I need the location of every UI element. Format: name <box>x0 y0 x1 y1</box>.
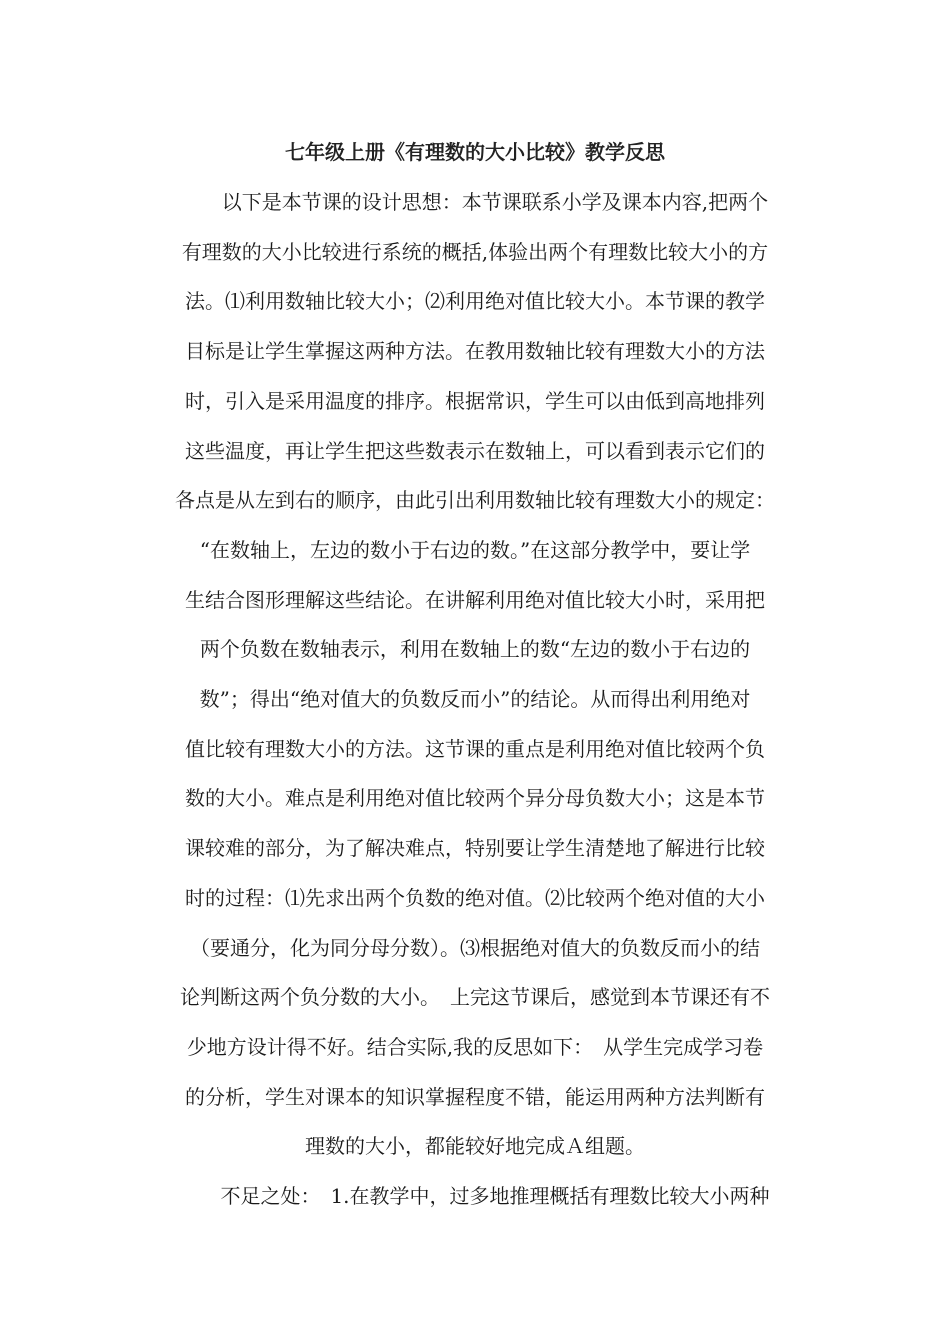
paragraph-line: 数的大小。难点是利用绝对值比较两个异分母负数大小；这是本节 <box>185 786 765 810</box>
paragraph-line: 论判断这两个负分数的大小。 上完这节课后，感觉到本节课还有不 <box>180 985 770 1009</box>
paragraph-line: 两个负数在数轴表示，利用在数轴上的数“左边的数小于右边的 <box>199 637 751 661</box>
paragraph-line: 有理数的大小比较进行系统的概括,体验出两个有理数比较大小的方 <box>181 240 769 264</box>
paragraph-line: 的分析，学生对课本的知识掌握程度不错，能运用两种方法判断有 <box>185 1085 765 1109</box>
paragraph-line: 值比较有理数大小的方法。这节课的重点是利用绝对值比较两个负 <box>185 737 765 761</box>
paragraph-line: 目标是让学生掌握这两种方法。在教用数轴比较有理数大小的方法 <box>185 339 765 363</box>
page-title: 七年级上册《有理数的大小比较》教学反思 <box>285 140 665 164</box>
paragraph-line: 课较难的部分，为了解决难点，特别要让学生清楚地了解进行比较 <box>185 836 765 860</box>
paragraph-line: 这些温度，再让学生把这些数表示在数轴上，可以看到表示它们的 <box>185 439 765 463</box>
paragraph-line: 法。⑴利用数轴比较大小；⑵利用绝对值比较大小。本节课的教学 <box>185 289 765 313</box>
paragraph-line: 理数的大小，都能较好地完成Ａ组题。 <box>305 1134 645 1158</box>
paragraph-line: 不足之处： 1.在教学中，过多地推理概括有理数比较大小两种 <box>180 1184 770 1208</box>
paragraph-line: 时，引入是采用温度的排序。根据常识，学生可以由低到高地排列 <box>185 389 765 413</box>
paragraph-line: “在数轴上，左边的数小于右边的数。”在这部分教学中，要让学 <box>199 538 751 562</box>
paragraph-line: 以下是本节课的设计思想：本节课联系小学及课本内容,把两个 <box>181 190 769 214</box>
paragraph-line: 少地方设计得不好。结合实际,我的反思如下： 从学生完成学习卷 <box>186 1035 764 1059</box>
paragraph-line: （要通分，化为同分母分数）。⑶根据绝对值大的负数反而小的结 <box>190 936 760 960</box>
paragraph-line: 时的过程：⑴先求出两个负数的绝对值。⑵比较两个绝对值的大小 <box>185 886 765 910</box>
paragraph-line: 数”；得出“绝对值大的负数反而小”的结论。从而得出利用绝对 <box>199 687 751 711</box>
paragraph-line: 各点是从左到右的顺序，由此引出利用数轴比较有理数大小的规定： <box>175 488 775 512</box>
paragraph-line: 生结合图形理解这些结论。在讲解利用绝对值比较大小时，采用把 <box>185 588 765 612</box>
